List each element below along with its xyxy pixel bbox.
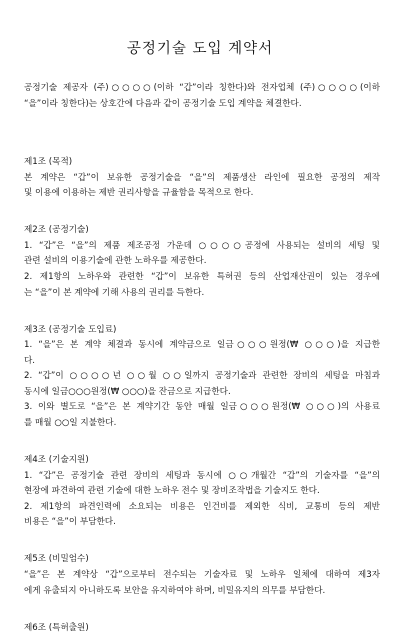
article-1 (24, 155, 380, 202)
article-line: 및 이용에 이용하는 제반 권리사항을 규율함을 목적으로 한다. (24, 188, 254, 199)
article-heading: 제4조 (기술지원) (24, 455, 89, 466)
article-line: 에게 유출되지 아니하도록 보안을 유지하여야 하며, 비밀유지의 의무를 부담한다. (24, 585, 326, 596)
article-4 (24, 453, 380, 531)
article-line: 비용은 “을”이 부담한다. (24, 517, 116, 528)
document-body (24, 81, 380, 636)
article-line: 1. “을”은 본 계약 체결과 동시에 계약금으로 일금○○○원정(₩ ○○○)을 지급한 (24, 340, 380, 351)
article-line: 2. 제1항의 파견인력에 소요되는 비용은 인건비를 제외한 식비, 교통비 등의 제반 (24, 501, 380, 512)
article-heading: 제5조 (비밀엄수) (24, 554, 89, 565)
article-line: “을”은 본 계약상 “갑”으로부터 전수되는 기술자료 및 노하우 일체에 대하여 제3자 (24, 570, 380, 580)
article-3 (24, 323, 380, 432)
article-line: 2. “갑”이 ○○○○년 ○○월 ○○일까지 공정기술과 관련한 장비의 세팅을 마침과 (24, 371, 380, 382)
article-line: 다. (24, 355, 36, 366)
article-heading: 제1조 (목적) (24, 156, 73, 167)
article-6 (24, 621, 380, 636)
intro-paragraph (24, 81, 380, 112)
article-line: 동시에 일금○○○원정(₩ ○○○)을 잔금으로 지급한다. (24, 386, 231, 397)
article-heading: 제3조 (공정기술 도입료) (24, 324, 117, 335)
article-5 (24, 552, 380, 599)
document-title: 공정기술 도입 계약서 (126, 41, 274, 57)
article-line: 현장에 파견하여 관련 기술에 대한 노하우 전수 및 장비조작법을 기술지도 한다. (24, 486, 320, 497)
article-line: 관련 설비의 이용기술에 관한 노하우를 제공한다. (24, 256, 207, 267)
article-line: 2. 제1항의 노하우와 관련한 “갑”이 보유한 특허권 등의 산업재산권이 있는 경우에 (24, 271, 380, 282)
article-line: 본 계약은 “갑”이 보유한 공정기술을 “을”의 제품생산 라인에 필요한 공정의 제작 (24, 172, 380, 183)
article-2 (24, 223, 380, 301)
article-line: 를 매월 ○○일 지불한다. (24, 418, 117, 429)
article-line: 1. “갑”은 공정기술 관련 장비의 세팅과 동시에 ○○개월간 “갑”의 기술자를 “을”의 (24, 470, 380, 481)
intro-line: “을”이라 칭한다)는 상호간에 다음과 같이 공정기술 도입 계약을 체결한다. (24, 98, 302, 109)
article-heading: 제2조 (공정기술) (24, 225, 89, 236)
article-line: 는 “을”이 본 계약에 기해 사용의 권리를 득한다. (24, 287, 205, 298)
intro-line: 공정기술 제공자 (주)○○○○(이하 “갑”이라 칭한다)와 전자업체 (주)○○○○(이하 (24, 83, 380, 93)
article-line: 3. 이와 별도로 “을”은 본 계약기간 동안 매월 일금○○○원정(₩ ○○○)의 사용료 (24, 402, 380, 413)
article-line: 1. “갑”은 “을”의 제품 제조공정 가운데 ○○○○공정에 사용되는 설비의 세팅 및 (24, 240, 380, 251)
article-heading: 제6조 (특허출원) (24, 622, 89, 633)
